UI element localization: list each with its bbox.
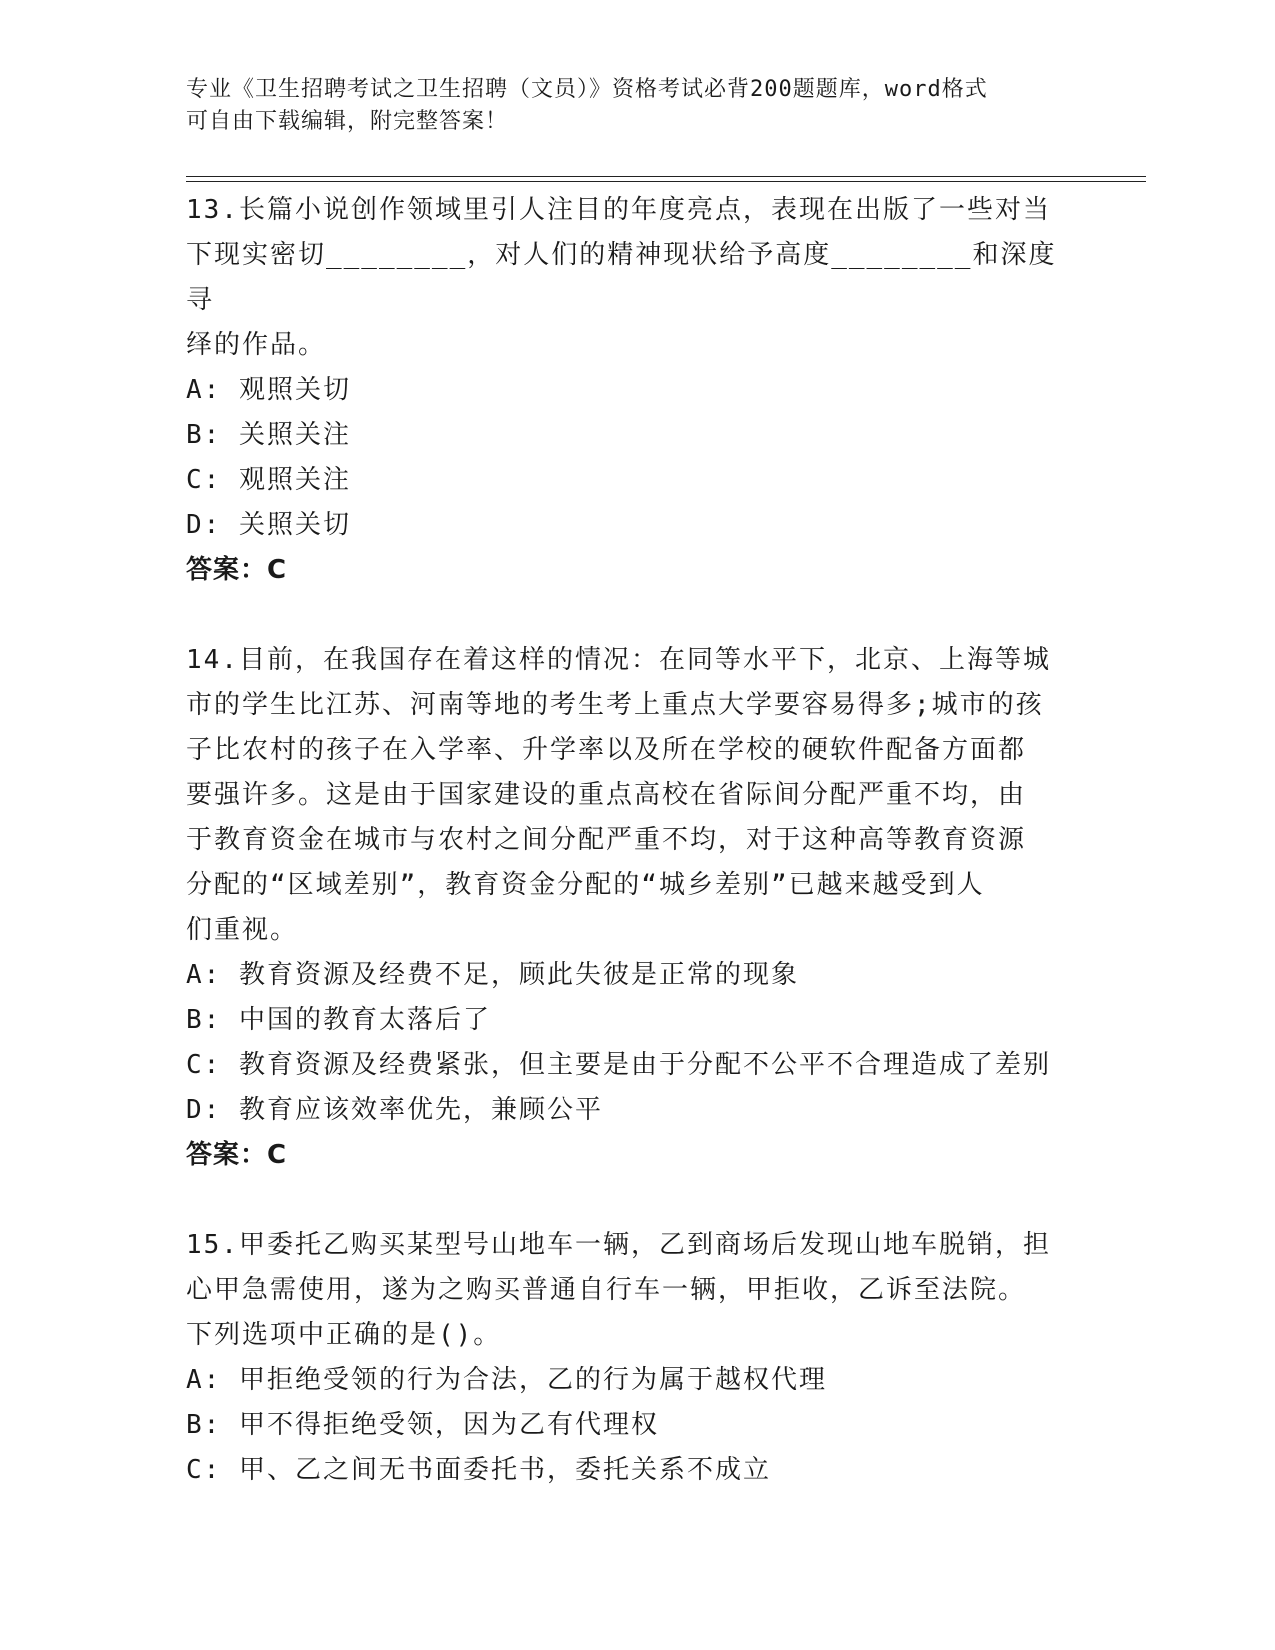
question-spacer	[186, 593, 1076, 638]
question-14-stem	[186, 638, 1076, 953]
question-list	[186, 188, 1076, 1493]
question-15-line-3: 下列选项中正确的是()。	[186, 1320, 502, 1350]
question-15	[186, 1223, 1076, 1493]
question-13-option-d: D: 关照关切	[186, 510, 351, 540]
question-13-option-a: A: 观照关切	[186, 375, 351, 405]
header-line-1: 专业《卫生招聘考试之卫生招聘（文员）》资格考试必背200题题库，word格式	[186, 77, 988, 102]
question-15-line-2: 心甲急需使用，遂为之购买普通自行车一辆，甲拒收，乙诉至法院。	[186, 1275, 1027, 1305]
question-13	[186, 188, 1076, 593]
question-14-option-c: C: 教育资源及经费紧张，但主要是由于分配不公平不合理造成了差别	[186, 1050, 1051, 1080]
question-14-line-2: 市的学生比江苏、河南等地的考生考上重点大学要容易得多;城市的孩	[186, 690, 1044, 720]
header-divider-bottom	[186, 181, 1146, 182]
document-header	[186, 74, 1066, 138]
question-14-answer: 答案：C	[186, 1140, 288, 1170]
question-13-line-2: 下现实密切________，对人们的精神现状给予高度________和深度寻	[186, 240, 1057, 315]
question-14-line-3: 子比农村的孩子在入学率、升学率以及所在学校的硬软件配备方面都	[186, 735, 1027, 765]
question-14-line-6: 分配的“区域差别”，教育资金分配的“城乡差别”已越来越受到人	[186, 870, 985, 900]
question-spacer	[186, 1178, 1076, 1223]
question-15-line-1: 15.甲委托乙购买某型号山地车一辆，乙到商场后发现山地车脱销，担	[186, 1230, 1051, 1260]
question-13-stem	[186, 188, 1076, 368]
question-14-line-4: 要强许多。这是由于国家建设的重点高校在省际间分配严重不均，由	[186, 780, 1027, 810]
question-14-option-d: D: 教育应该效率优先，兼顾公平	[186, 1095, 603, 1125]
header-divider-top	[186, 176, 1146, 177]
question-14	[186, 638, 1076, 1178]
question-15-stem	[186, 1223, 1076, 1358]
question-14-option-b: B: 中国的教育太落后了	[186, 1005, 491, 1035]
question-14-line-5: 于教育资金在城市与农村之间分配严重不均，对于这种高等教育资源	[186, 825, 1027, 855]
question-15-option-b: B: 甲不得拒绝受领，因为乙有代理权	[186, 1410, 659, 1440]
question-14-option-a: A: 教育资源及经费不足，顾此失彼是正常的现象	[186, 960, 799, 990]
question-13-option-c: C: 观照关注	[186, 465, 351, 495]
header-line-2: 可自由下载编辑，附完整答案！	[186, 109, 509, 134]
question-14-line-7: 们重视。	[186, 915, 299, 945]
question-13-line-3: 绎的作品。	[186, 330, 327, 360]
question-13-line-1: 13.长篇小说创作领域里引人注目的年度亮点，表现在出版了一些对当	[186, 195, 1051, 225]
question-13-answer: 答案：C	[186, 555, 288, 585]
question-15-option-c: C: 甲、乙之间无书面委托书，委托关系不成立	[186, 1455, 771, 1485]
question-14-line-1: 14.目前，在我国存在着这样的情况：在同等水平下，北京、上海等城	[186, 645, 1051, 675]
question-15-option-a: A: 甲拒绝受领的行为合法，乙的行为属于越权代理	[186, 1365, 827, 1395]
question-13-option-b: B: 关照关注	[186, 420, 351, 450]
